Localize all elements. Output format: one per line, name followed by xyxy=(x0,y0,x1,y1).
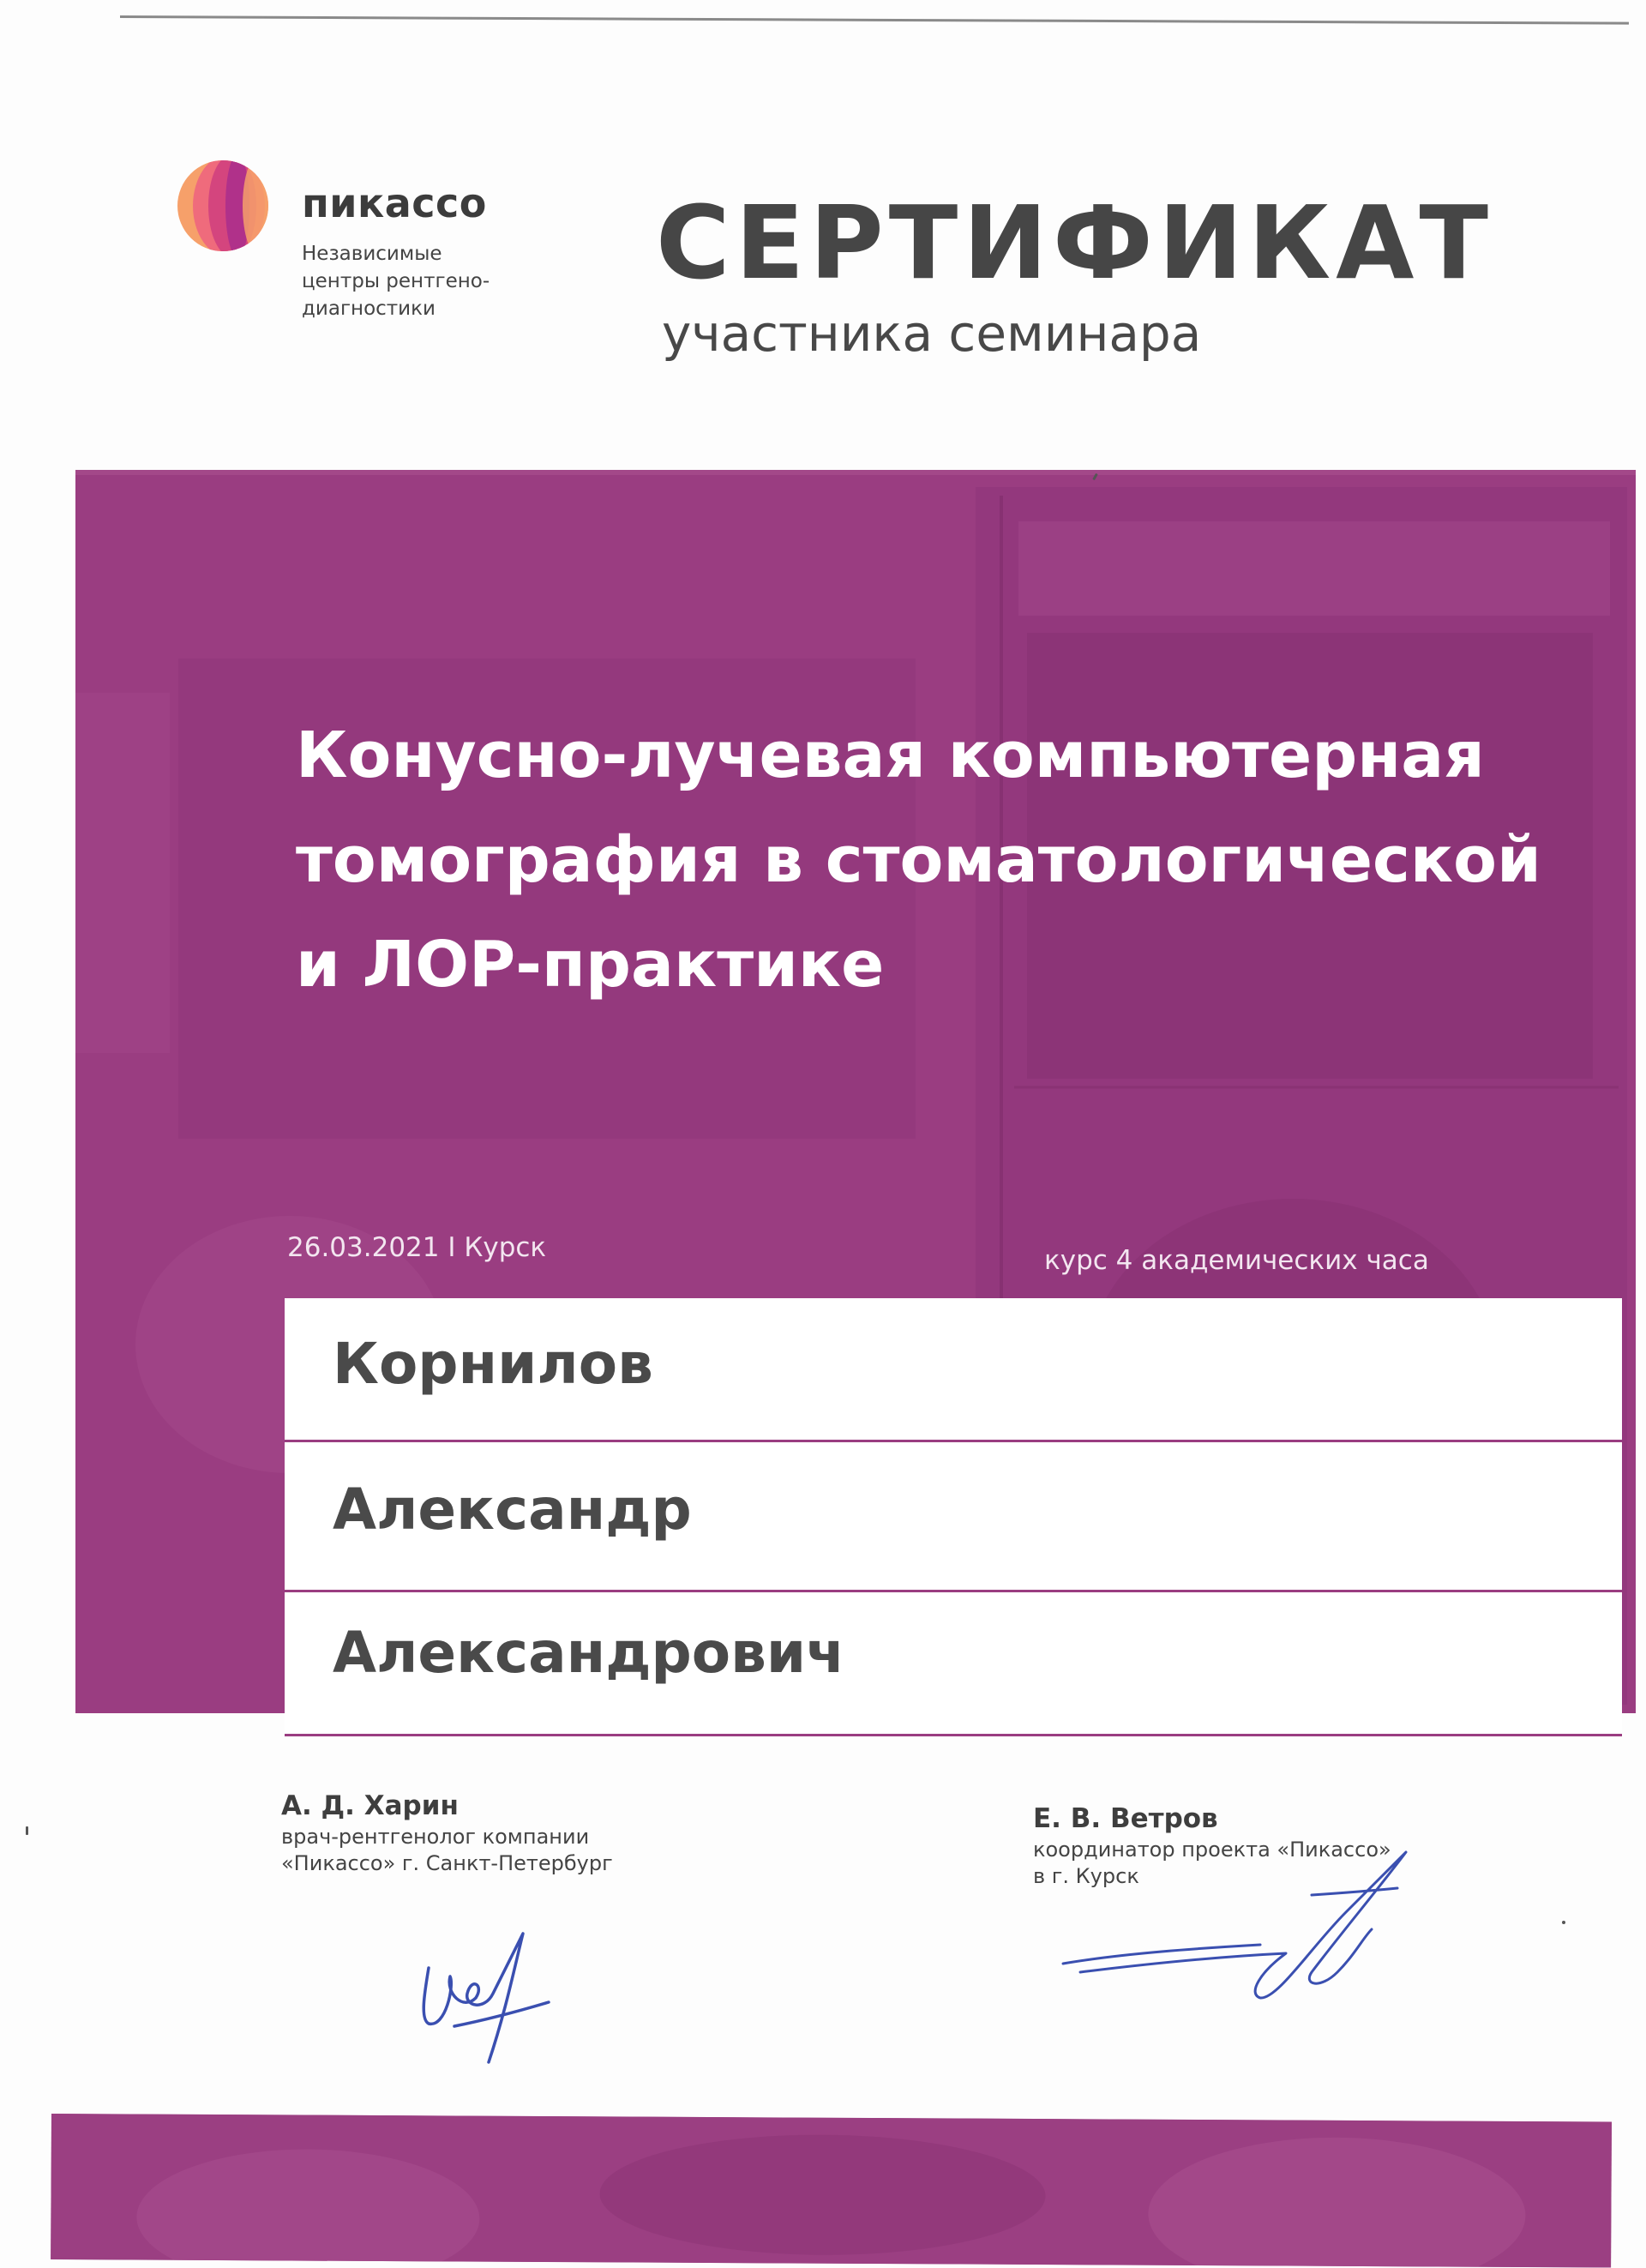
brand-name: пикассо xyxy=(302,180,487,226)
signature-right-icon xyxy=(1054,1844,1449,2015)
course-title-line: томография в стоматологической xyxy=(296,823,1541,897)
signatory-name: Е. В. Ветров xyxy=(1033,1803,1218,1834)
picasso-logo-icon xyxy=(176,159,270,253)
scan-speck xyxy=(26,1826,28,1835)
course-title xyxy=(296,703,1582,1017)
signatory-role: «Пикассо» г. Санкт-Петербург xyxy=(281,1851,613,1875)
patronymic-field xyxy=(285,1592,1622,1736)
signature-left-icon xyxy=(403,1916,566,2071)
last-name-field xyxy=(285,1298,1622,1442)
brand-tagline-line: центры рентгено- xyxy=(302,270,490,292)
bottom-decorative-strip xyxy=(51,2114,1612,2268)
signatory-role: в г. Курск xyxy=(1033,1864,1139,1888)
brand-tagline-line: диагностики xyxy=(302,298,436,320)
scan-edge xyxy=(120,15,1629,25)
course-date-place: 26.03.2021 I Курск xyxy=(287,1232,547,1263)
course-title-line: Конусно-лучевая компьютерная xyxy=(296,719,1485,792)
course-title-line: и ЛОР-практике xyxy=(296,928,885,1002)
certificate-title: СЕРТИФИКАТ xyxy=(656,183,1493,302)
signatory-role: координатор проекта «Пикассо» xyxy=(1033,1838,1391,1862)
signatory-role: врач-рентгенолог компании xyxy=(281,1825,590,1849)
scan-speck xyxy=(1562,1921,1565,1924)
course-hours: курс 4 академических часа xyxy=(1044,1245,1429,1276)
signatory-left xyxy=(281,1788,613,1877)
brand-tagline xyxy=(302,240,525,322)
brand-tagline-line: Независимые xyxy=(302,243,442,265)
first-name-field xyxy=(285,1442,1622,1592)
certificate-subtitle: участника семинара xyxy=(662,304,1202,363)
first-name: Александр xyxy=(333,1477,692,1543)
strip-texture xyxy=(51,2114,1612,2268)
signatory-name: А. Д. Харин xyxy=(281,1790,459,1821)
last-name: Корнилов xyxy=(333,1331,653,1397)
patronymic: Александрович xyxy=(333,1620,845,1686)
